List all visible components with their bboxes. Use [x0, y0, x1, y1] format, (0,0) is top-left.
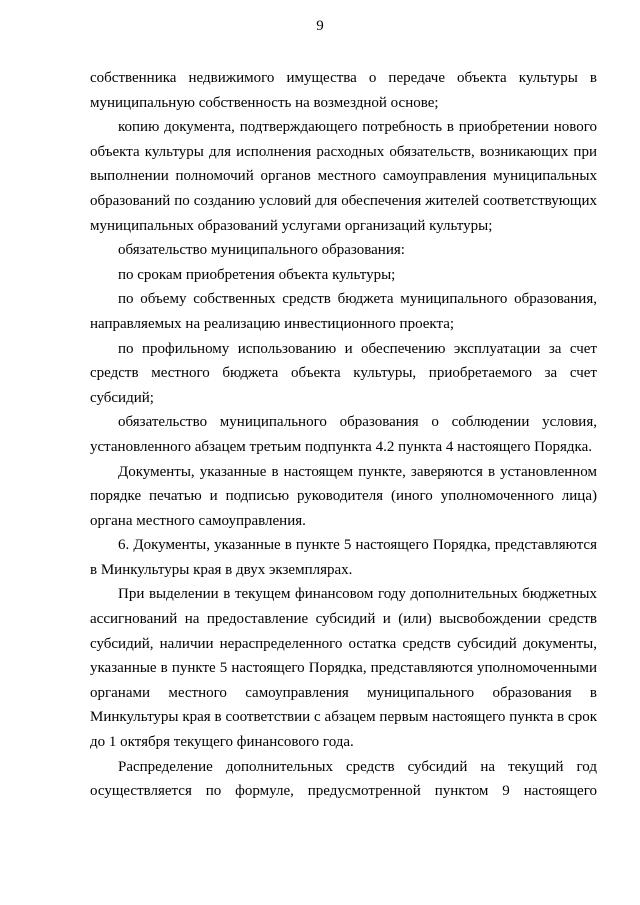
paragraph-own-funds-volume: по объему собственных средств бюджета муниципального образования, направляемых на реализацию инвестиционного проекта; — [90, 291, 597, 332]
paragraph-profile-use: по профильному использованию и обеспечению эксплуатации за счет средств местного бюджета объекта культуры, приобретаемого за счет субсидий; — [90, 340, 597, 406]
document-body — [90, 66, 597, 804]
paragraph-certification: Документы, указанные в настоящем пункте, заверяются в установленном порядке печатью и подписью руководителя (иного уполномоченного лица) органа местного самоуправления. — [90, 463, 597, 529]
paragraph-obligation-heading: обязательство муниципального образования: — [118, 242, 405, 259]
paragraph-document-copy: копию документа, подтверждающего потребность в приобретении нового объекта культуры для исполнения расходных обязательств, возникающих при выполнении полномочий органов местного самоуправления муниципальных образований по созданию условий для обеспечения жителей соответствующих муниципальных образований услугами организаций культуры; — [90, 119, 597, 234]
paragraph-item-6: 6. Документы, указанные в пункте 5 настоящего Порядка, представляются в Минкультуры края в двух экземплярах. — [90, 537, 597, 578]
paragraph-condition-compliance: обязательство муниципального образования о соблюдении условия, установленного абзацем третьим подпункта 4.2 пункта 4 настоящего Порядка. — [90, 414, 597, 455]
page-number: 9 — [316, 18, 324, 34]
paragraph-acquisition-terms: по срокам приобретения объекта культуры; — [118, 266, 396, 283]
paragraph-additional-allocations: При выделении в текущем финансовом году дополнительных бюджетных ассигнований на предоставление субсидий и (или) высвобождении средств субсидий, наличии нераспределенного остатка средств субсидий документы, указанные в пункте 5 настоящего Порядка, представляются уполномоченными органами местного самоуправления муниципального образования в Минкультуры края в соответствии с абзацем первым настоящего пункта в срок до 1 октября текущего финансового года. — [90, 586, 597, 751]
paragraph-continuation: собственника недвижимого имущества о передаче объекта культуры в муниципальную собственность на возмездной основе; — [90, 70, 597, 111]
paragraph-distribution: Распределение дополнительных средств субсидий на текущий год осуществляется по формуле, предусмотренной пунктом 9 настоящего — [90, 758, 597, 800]
